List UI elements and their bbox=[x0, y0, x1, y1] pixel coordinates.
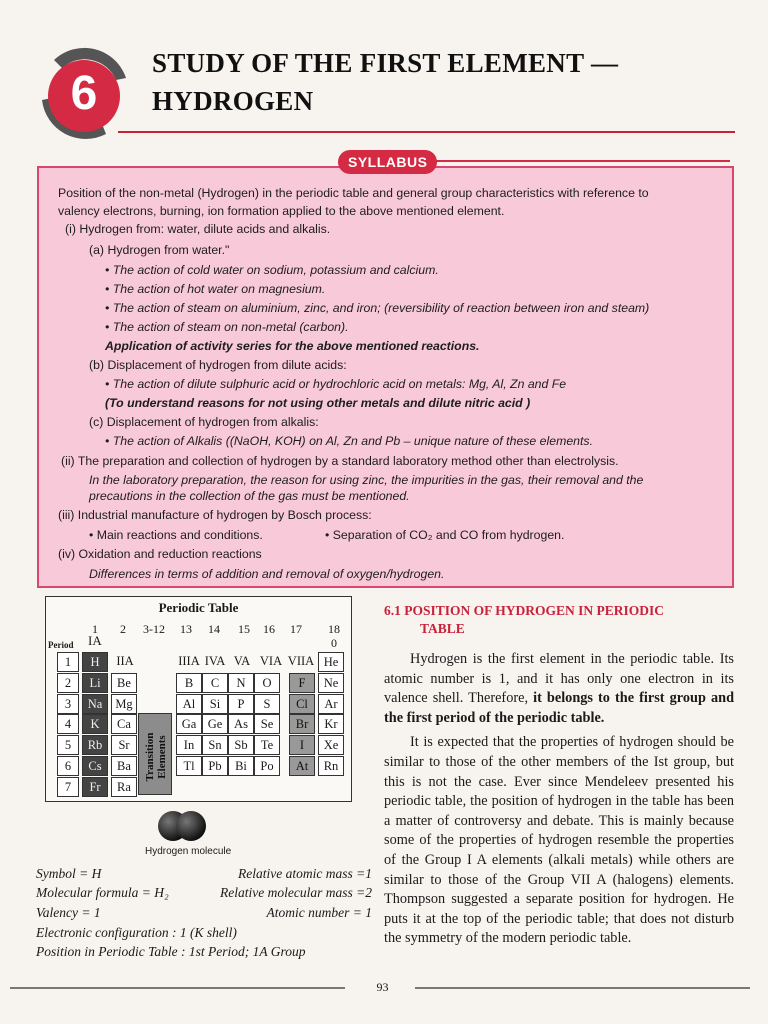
element-cell: Ra bbox=[111, 777, 137, 797]
group-name-cell: IVA bbox=[204, 654, 226, 668]
prop-valency: Valency = 1 bbox=[36, 905, 101, 920]
prop-rel-mol-mass: Relative molecular mass =2 bbox=[220, 885, 372, 900]
period-number-cell: 2 bbox=[57, 673, 79, 693]
element-cell: Tl bbox=[176, 756, 202, 776]
syllabus-item-iv1: Differences in terms of addition and removal of oxygen/hydrogen. bbox=[89, 567, 445, 581]
element-cell: Te bbox=[254, 735, 280, 755]
period-number-cell: 5 bbox=[57, 735, 79, 755]
group-name-cell: VIIA bbox=[287, 654, 315, 668]
period-number-cell: 7 bbox=[57, 777, 79, 797]
element-cell: Xe bbox=[318, 735, 344, 755]
group-number: 16 bbox=[263, 622, 275, 636]
element-cell: P bbox=[228, 694, 254, 714]
element-cell: Bi bbox=[228, 756, 254, 776]
element-cell: Li bbox=[82, 673, 108, 693]
syllabus-intro-2: valency electrons, burning, ion formation applied to the above mentioned element. bbox=[58, 204, 505, 218]
element-cell: Ge bbox=[202, 714, 228, 734]
element-cell: Ga bbox=[176, 714, 202, 734]
syllabus-item-a2: • The action of hot water on magnesium. bbox=[105, 282, 326, 296]
element-cell: N bbox=[228, 673, 254, 693]
element-cell: He bbox=[318, 652, 344, 672]
syllabus-item-iv: (iv) Oxidation and reduction reactions bbox=[58, 547, 262, 561]
period-label: Period bbox=[48, 640, 74, 650]
group-name-cell: VIA bbox=[259, 654, 283, 668]
period-number-cell: 6 bbox=[57, 756, 79, 776]
chapter-title-line2: HYDROGEN bbox=[152, 86, 314, 116]
element-cell: B bbox=[176, 673, 202, 693]
element-cell: Se bbox=[254, 714, 280, 734]
element-cell: I bbox=[289, 735, 315, 755]
element-cell: O bbox=[254, 673, 280, 693]
element-cell: Mg bbox=[111, 694, 137, 714]
transition-elements-block bbox=[138, 713, 172, 795]
footer-rule-right bbox=[415, 987, 750, 989]
group-name-cell: IIA bbox=[116, 654, 134, 668]
paragraph-1-bold: it belongs to the first group and the first period of the periodic table. bbox=[384, 690, 735, 726]
element-cell: Sn bbox=[202, 735, 228, 755]
page-number: 93 bbox=[376, 980, 389, 994]
syllabus-item-b1: • The action of dilute sulphuric acid or hydrochloric acid on metals: Mg, Al, Zn and Fe bbox=[105, 377, 567, 391]
syllabus-item-b: (b) Displacement of hydrogen from dilute acids: bbox=[89, 358, 347, 372]
element-cell: Fr bbox=[82, 777, 108, 797]
period-number-cell: 3 bbox=[57, 694, 79, 714]
syllabus-item-a4: • The action of steam on non-metal (carbon). bbox=[105, 320, 349, 334]
prop-symbol: Symbol = H bbox=[36, 866, 102, 881]
element-cell: Br bbox=[289, 714, 315, 734]
syllabus-item-iii1: • Main reactions and conditions. bbox=[89, 528, 263, 542]
group-number: 14 bbox=[208, 622, 220, 636]
period-number-cell: 4 bbox=[57, 714, 79, 734]
element-cell: Ne bbox=[318, 673, 344, 693]
paragraph-1-text: Hydrogen is the first element in the periodic table. Its atomic number is 1, and it has only one electron in its valence shell. Therefore, bbox=[384, 651, 734, 707]
element-cell: Na bbox=[82, 694, 108, 714]
periodic-table-title: Periodic Table bbox=[158, 600, 239, 615]
element-cell: Pb bbox=[202, 756, 228, 776]
group-name-cell: IIIA bbox=[178, 654, 200, 668]
element-cell: Si bbox=[202, 694, 228, 714]
syllabus-item-a5: Application of activity series for the above mentioned reactions. bbox=[105, 339, 480, 353]
syllabus-item-a3: • The action of steam on aluminium, zinc, and iron; (reversibility of reaction between iron and steam) bbox=[105, 301, 650, 315]
element-cell: Rn bbox=[318, 756, 344, 776]
element-cell: Cs bbox=[82, 756, 108, 776]
transition-label-1: Transition bbox=[144, 732, 156, 782]
element-cell: Kr bbox=[318, 714, 344, 734]
element-cell: K bbox=[82, 714, 108, 734]
syllabus-item-iii2: • Separation of CO₂ and CO from hydrogen. bbox=[325, 528, 565, 542]
prop-atomic-number: Atomic number = 1 bbox=[266, 905, 372, 920]
element-cell: Po bbox=[254, 756, 280, 776]
hydrogen-molecule-graphic bbox=[158, 806, 206, 846]
group-number: 17 bbox=[290, 622, 302, 636]
chapter-title-line1: STUDY OF THE FIRST ELEMENT — bbox=[152, 48, 619, 78]
section-heading-line2: TABLE bbox=[420, 621, 465, 636]
element-cell: H bbox=[82, 652, 108, 672]
group-number: 3-12 bbox=[143, 622, 165, 636]
element-cell: Cl bbox=[289, 694, 315, 714]
syllabus-item-ii2: precautions in the collection of the gas must be mentioned. bbox=[89, 489, 410, 503]
element-cell: C bbox=[202, 673, 228, 693]
syllabus-item-a1: • The action of cold water on sodium, potassium and calcium. bbox=[105, 263, 439, 277]
element-cell: F bbox=[289, 673, 315, 693]
syllabus-box bbox=[37, 166, 734, 588]
element-cell: At bbox=[289, 756, 315, 776]
syllabus-heading: SYLLABUS bbox=[338, 150, 437, 174]
element-cell: Sr bbox=[111, 735, 137, 755]
group-ia-label: IA bbox=[88, 633, 102, 648]
syllabus-item-iii: (iii) Industrial manufacture of hydrogen by Bosch process: bbox=[58, 508, 372, 522]
chapter-number-badge bbox=[36, 40, 130, 140]
period-number-cell: 1 bbox=[57, 652, 79, 672]
syllabus-item-ii1: In the laboratory preparation, the reason for using zinc, the impurities in the gas, their removal and the bbox=[89, 473, 644, 487]
prop-mol-formula: Molecular formula = H₂ bbox=[36, 885, 169, 900]
syllabus-item-c1: • The action of Alkalis ((NaOH, KOH) on Al, Zn and Pb – unique nature of these elements. bbox=[105, 434, 593, 448]
syllabus-intro-1: Position of the non-metal (Hydrogen) in the periodic table and general group characteristics with reference to bbox=[58, 186, 649, 200]
element-cell: S bbox=[254, 694, 280, 714]
chapter-number: 6 bbox=[70, 67, 98, 120]
section-heading bbox=[384, 602, 744, 638]
element-cell: Ba bbox=[111, 756, 137, 776]
element-cell: Al bbox=[176, 694, 202, 714]
transition-label-2: Elements bbox=[156, 735, 168, 779]
element-cell: Ar bbox=[318, 694, 344, 714]
element-cell: Sb bbox=[228, 735, 254, 755]
group-number: 2 bbox=[120, 622, 126, 636]
syllabus-item-i: (i) Hydrogen from: water, dilute acids and alkalis. bbox=[65, 222, 331, 236]
footer-rule-left bbox=[10, 987, 345, 989]
group-number: 15 bbox=[238, 622, 250, 636]
group-number: 1 bbox=[92, 622, 98, 636]
prop-electronic-config: Electronic configuration : 1 (K shell) bbox=[36, 925, 237, 940]
element-cell: Be bbox=[111, 673, 137, 693]
group-number: 13 bbox=[180, 622, 192, 636]
element-cell: Rb bbox=[82, 735, 108, 755]
syllabus-item-a: (a) Hydrogen from water." bbox=[89, 243, 230, 257]
prop-position: Position in Periodic Table : 1st Period; 1A Group bbox=[36, 944, 306, 959]
syllabus-item-ii: (ii) The preparation and collection of hydrogen by a standard laboratory method other than electrolysis. bbox=[61, 454, 619, 468]
syllabus-rule bbox=[430, 160, 730, 162]
syllabus-item-b2: (To understand reasons for not using other metals and dilute nitric acid ) bbox=[105, 396, 531, 410]
title-rule bbox=[118, 131, 735, 133]
group-number: 18 bbox=[328, 622, 340, 636]
element-cell: Ca bbox=[111, 714, 137, 734]
paragraph-1 bbox=[384, 650, 734, 728]
group-name-cell: VA bbox=[233, 654, 251, 668]
molecule-caption: Hydrogen molecule bbox=[145, 846, 232, 857]
element-cell: In bbox=[176, 735, 202, 755]
section-body bbox=[384, 650, 734, 949]
element-cell: As bbox=[228, 714, 254, 734]
section-heading-line1: 6.1 POSITION OF HYDROGEN IN PERIODIC bbox=[384, 603, 665, 618]
group-zero-label: 0 bbox=[331, 636, 337, 650]
chapter-title bbox=[152, 44, 618, 120]
prop-rel-atomic-mass: Relative atomic mass =1 bbox=[238, 866, 372, 881]
syllabus-item-c: (c) Displacement of hydrogen from alkalis: bbox=[89, 415, 319, 429]
paragraph-2: It is expected that the properties of hydrogen should be similar to those of the other members of the Ist group, but this is not the case. Ever since Mendeleev presented his periodic table, the position of hydrogen in the table has been a matter of controversy and debate. This is mainly because some of the properties of hydrogen resemble the properties of the Group I A elements (alkali metals) while others are similar to those of the Group VII A (halogens) elements. Thompson suggested a separate position for hydrogen. He puts it at the top of the periodic table; that does not disturb the symmetry of the modern periodic table. bbox=[384, 734, 734, 947]
